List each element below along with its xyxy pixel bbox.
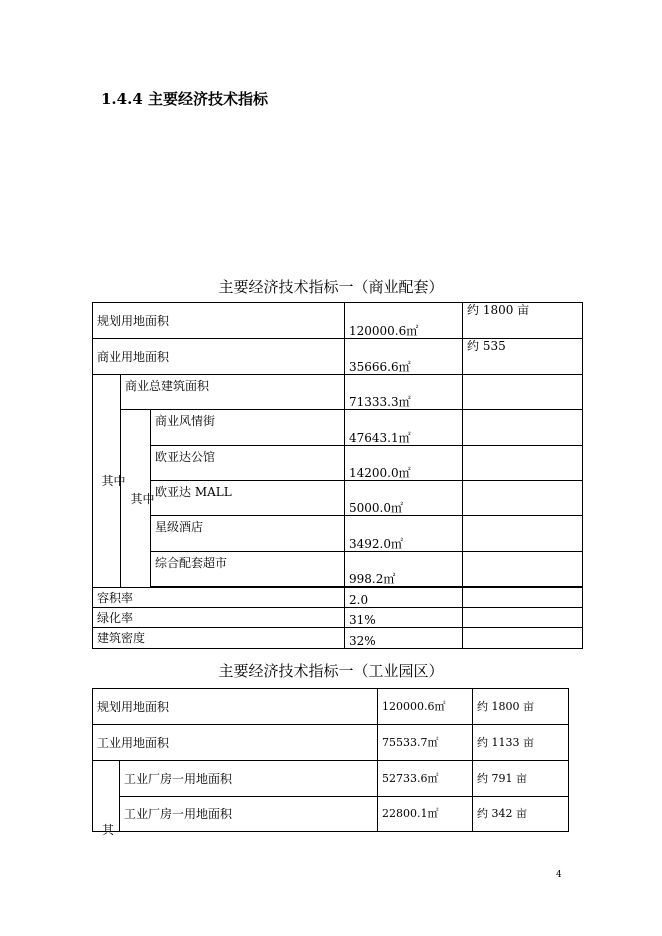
group-label: 其 bbox=[93, 761, 120, 832]
table1-row-item bbox=[93, 481, 583, 516]
far-label: 容积率 bbox=[93, 588, 345, 608]
commercial-land-note: 约 535 bbox=[463, 339, 583, 375]
far-note bbox=[463, 588, 583, 608]
green-label: 绿化率 bbox=[93, 608, 345, 628]
item-label: 欧亚达公馆 bbox=[151, 446, 345, 481]
item-label: 星级酒店 bbox=[151, 516, 345, 552]
item-value: 3492.0㎡ bbox=[345, 516, 463, 552]
land-area-value: 120000.6㎡ bbox=[345, 303, 463, 339]
item-value: 47643.1㎡ bbox=[345, 410, 463, 446]
table2-row-item bbox=[93, 761, 569, 797]
density-note bbox=[463, 628, 583, 649]
table1-row-land-area bbox=[93, 303, 583, 339]
land-area-value: 120000.6㎡ bbox=[378, 689, 473, 725]
industrial-land-note: 约 1133 亩 bbox=[473, 725, 569, 761]
item-label: 工业厂房一用地面积 bbox=[120, 797, 378, 832]
green-note bbox=[463, 608, 583, 628]
table2-row-item bbox=[93, 797, 569, 832]
item-value: 22800.1㎡ bbox=[378, 797, 473, 832]
table2-row-industrial-land bbox=[93, 725, 569, 761]
far-value: 2.0 bbox=[345, 588, 463, 608]
commercial-land-label: 商业用地面积 bbox=[93, 339, 345, 375]
table1 bbox=[92, 302, 583, 649]
page-number: 4 bbox=[556, 870, 562, 880]
industrial-land-value: 75533.7㎡ bbox=[378, 725, 473, 761]
total-building-note bbox=[463, 375, 583, 410]
land-area-note: 约 1800 亩 bbox=[473, 689, 569, 725]
table1-row-item bbox=[93, 410, 583, 446]
item-note: 约 791 亩 bbox=[473, 761, 569, 797]
item-label: 商业风情街 bbox=[151, 410, 345, 446]
table2 bbox=[92, 688, 569, 837]
item-note bbox=[463, 516, 583, 552]
table1-row-density bbox=[93, 628, 583, 649]
industrial-land-label: 工业用地面积 bbox=[93, 725, 378, 761]
outer-group-label: 其中 bbox=[93, 375, 121, 588]
land-area-note: 约 1800 亩 bbox=[463, 303, 583, 339]
table1-row-total-building bbox=[93, 375, 583, 410]
table1-row-green bbox=[93, 608, 583, 628]
section-heading: 1.4.4 主要经济技术指标 bbox=[101, 90, 268, 108]
item-value: 5000.0㎡ bbox=[345, 481, 463, 516]
item-value: 14200.0㎡ bbox=[345, 446, 463, 481]
table2-caption: 主要经济技术指标一（工业园区） bbox=[218, 662, 444, 680]
table1-row-item bbox=[93, 446, 583, 481]
item-label: 欧亚达 MALL bbox=[151, 481, 345, 516]
item-label: 工业厂房一用地面积 bbox=[120, 761, 378, 797]
land-area-label: 规划用地面积 bbox=[93, 689, 378, 725]
item-note bbox=[463, 552, 583, 587]
table1-row-item bbox=[93, 516, 583, 552]
density-value: 32% bbox=[345, 628, 463, 649]
item-note bbox=[463, 410, 583, 446]
item-note: 约 342 亩 bbox=[473, 797, 569, 832]
table1-row-far bbox=[93, 588, 583, 608]
item-label: 综合配套超市 bbox=[151, 552, 345, 587]
green-value: 31% bbox=[345, 608, 463, 628]
table1-row-commercial-land bbox=[93, 339, 583, 375]
land-area-label: 规划用地面积 bbox=[93, 303, 345, 339]
table2-row-land-area bbox=[93, 689, 569, 725]
table1-caption: 主要经济技术指标一（商业配套） bbox=[218, 278, 444, 296]
item-value: 52733.6㎡ bbox=[378, 761, 473, 797]
item-value: 998.2㎡ bbox=[345, 552, 463, 587]
density-label: 建筑密度 bbox=[93, 628, 345, 649]
item-note bbox=[463, 446, 583, 481]
commercial-land-value: 35666.6㎡ bbox=[345, 339, 463, 375]
inner-group-label: 其中 bbox=[121, 410, 151, 588]
total-building-value: 71333.3㎡ bbox=[345, 375, 463, 410]
total-building-label: 商业总建筑面积 bbox=[121, 375, 345, 410]
table1-row-item bbox=[93, 552, 583, 587]
item-note bbox=[463, 481, 583, 516]
